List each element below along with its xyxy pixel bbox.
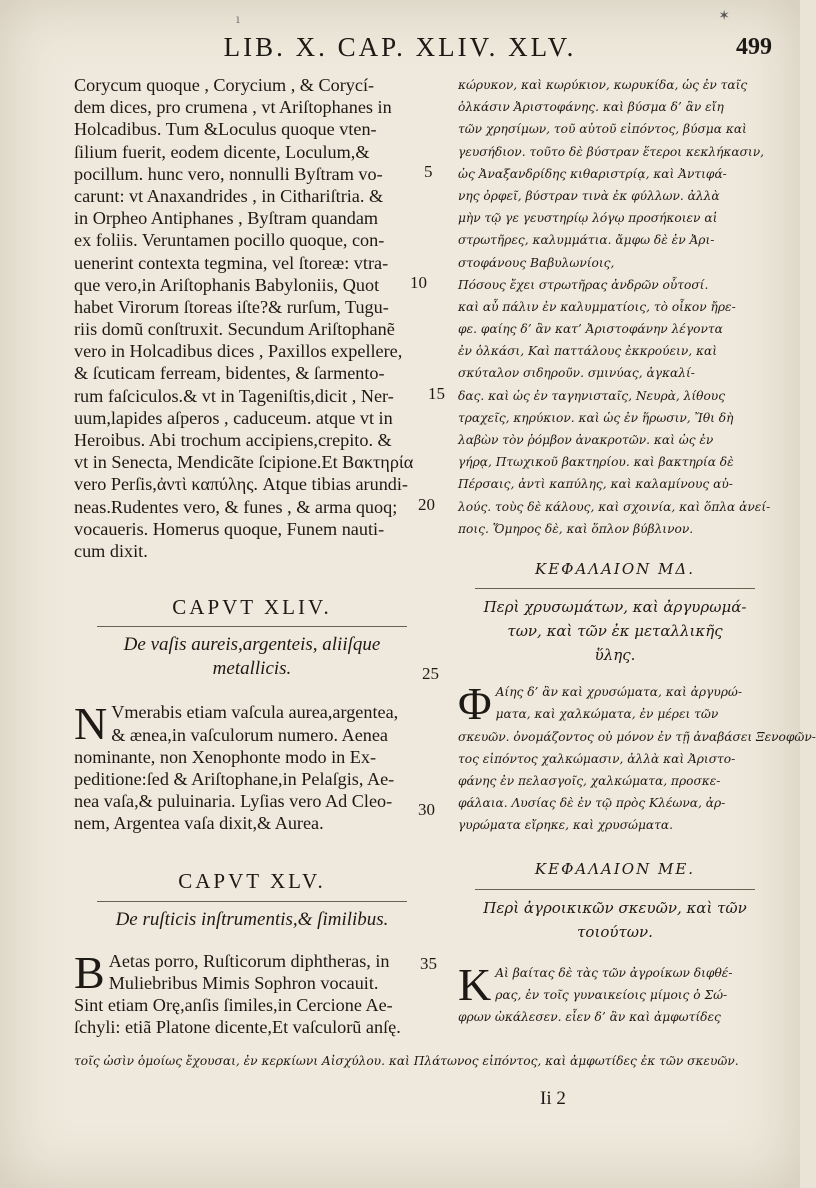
- line-number: 30: [418, 800, 435, 819]
- subtitle-line: Περὶ χρυσωμάτων, καὶ ἀργυρωμά-: [483, 598, 747, 617]
- subtitle-line: ὕλης.: [594, 646, 636, 665]
- text-line: Holcadibus. Tum &Loculus quoque vten-: [74, 119, 377, 140]
- text-line: in Orpheo Antiphanes , Byſtram quandam: [74, 208, 379, 229]
- greek-chapter-44-title: ΚΕΦΑΛΑΙΟΝ ΜΔ.: [534, 559, 696, 578]
- subtitle-line: metallicis.: [212, 658, 292, 680]
- text-line: γευσήδιον. τοῦτο δὲ βύστραν ἕτεροι κεκλήκασιν,: [458, 144, 764, 159]
- text-line: σκύταλον σιδηροῦν. σμινύας, ἀγκαλί-: [458, 366, 695, 381]
- text-line: pocillum. hunc vero, nonnulli Byſtram vo-: [74, 163, 383, 184]
- latin-chapter-44-subtitle: [74, 633, 430, 681]
- text-line: carunt: vt Anaxandrides , in Cithariſtria. &: [74, 185, 384, 206]
- text-line: σκευῶν. ὀνομάζοντος οὐ μόνον ἐν τῇ ἀναβάσει Ξενοφῶν-: [458, 729, 816, 744]
- text-line: ὁλκάσιν Ἀριστοφάνης. καὶ βύσμα δ’ ἂν εἴη: [458, 100, 724, 115]
- greek-paragraph-2: [458, 678, 816, 836]
- latin-paragraph-3: [74, 946, 430, 1039]
- text-line: στοφάνους Βαβυλωνίοις,: [458, 255, 615, 270]
- text-line: γήρᾳ, Πτωχικοῦ βακτηρίου. καὶ βακτηρία δὲ: [458, 455, 734, 470]
- line-number: 5: [424, 162, 433, 181]
- text-line: Αίης δ’ ἂν καὶ χρυσώματα, καὶ ἀργυρώ-: [495, 685, 742, 700]
- subtitle-line: τοιούτων.: [577, 922, 653, 941]
- text-line: ex foliis. Veruntamen pocillo quoque, con-: [74, 230, 385, 251]
- divider: [97, 901, 407, 902]
- page-number: 499: [736, 34, 772, 60]
- text-line: Aetas porro, Ruſticorum diphtheras, in: [108, 950, 390, 971]
- text-line: τραχεῖς, κηρύκιον. καὶ ὡς ἐν ἥρωσιν, Ἴθι δὴ: [458, 410, 734, 425]
- divider: [97, 626, 407, 627]
- latin-chapter-44-title: CAPVT XLIV.: [172, 595, 332, 620]
- text-line: στρωτῆρες, καλυμμάτια. ἄμφω δὲ ἐν Ἀρι-: [458, 233, 715, 248]
- corner-ornament: ✶: [718, 8, 730, 24]
- text-line: δας. καὶ ὡς ἐν ταγηνισταῖς, Νευρὰ, λίθους: [458, 388, 726, 403]
- line-number: 35: [420, 954, 437, 973]
- text-line: & ſcuticam ferream, bidentes, & ſarmento-: [74, 363, 385, 384]
- latin-column: [74, 74, 430, 1038]
- greek-column: [458, 74, 816, 1028]
- greek-paragraph-3: [458, 958, 772, 1029]
- text-line: Πέρσαις, ἀντὶ καπύλης, καὶ καλαμίνους αὐ-: [458, 477, 733, 492]
- text-line: ποις. Ὅμηρος δὲ, καὶ ὅπλον βύβλινον.: [458, 521, 694, 536]
- drop-cap: Κ: [458, 958, 492, 1010]
- line-number: 25: [422, 664, 439, 683]
- text-line: νης ὀρφεῖ, βύστραν τινὰ ἐκ φύλλων. ἀλλὰ: [458, 188, 720, 203]
- text-line: uenerint contexta tegmina, vel ſtoreæ: vtra-: [74, 252, 389, 273]
- text-line: riis domũ conſtruxit. Secundum Ariſtophanẽ: [74, 319, 395, 340]
- subtitle-line: De vaſis aureis,argenteis, aliiſque: [123, 634, 381, 656]
- text-line: dem dices, pro crumena , vt Ariſtophanes in: [74, 97, 392, 118]
- text-line: ſilium fuerit, eodem dicente, Loculum,&: [74, 141, 370, 162]
- text-line: Muliebribus Mimis Sophron vocauit.: [108, 972, 379, 993]
- drop-cap: Φ: [458, 678, 492, 730]
- drop-cap: B: [74, 946, 105, 998]
- text-line: φάλαια. Λυσίας δὲ ἐν τῷ πρὸς Κλέωνα, ἀρ-: [458, 796, 726, 811]
- text-line: τῶν χρησίμων, τοῦ αὐτοῦ εἰπόντος, βύσμα καὶ: [458, 122, 747, 137]
- subtitle-line: Περὶ ἀγροικικῶν σκευῶν, καὶ τῶν: [483, 898, 747, 917]
- text-line: γυρώματα εἴρηκε, καὶ χρυσώματα.: [458, 818, 673, 833]
- text-line: Corycum quoque , Corycium , & Corycí-: [74, 75, 375, 95]
- text-line: uum,lapides aſperos , caduceum. atque vt in: [74, 407, 393, 428]
- text-line: vero Perſis,ἀντὶ καπύλης. Atque tibias arundi-: [74, 474, 408, 495]
- text-line: ſchyli: etiã Platone dicente,Et vaſculorũ anſę.: [74, 1017, 401, 1038]
- text-line: τος εἰπόντος χαλκώμασιν, ἀλλὰ καὶ Ἀριστο-: [458, 751, 736, 766]
- latin-chapter-45-subtitle: De ruſticis inſtrumentis,& ſimilibus.: [115, 908, 389, 930]
- text-line: nem, Argentea vaſa dixit,& Aurea.: [74, 813, 324, 834]
- text-line: neas.Rudentes vero, & funes , & arma quoq;: [74, 496, 398, 517]
- text-line: κώρυκον, καὶ κωρύκιον, κωρυκίδα, ὡς ἐν ταῖς: [458, 78, 748, 92]
- signature-mark: Ii 2: [540, 1088, 566, 1109]
- line-number: 20: [418, 495, 435, 514]
- text-line: ρας, ἐν τοῖς γυναικείοις μίμοις ὁ Σώ-: [495, 987, 728, 1002]
- running-title: LIB. X. CAP. XLIV. XLV.: [223, 32, 577, 62]
- text-line: habet Virorum ſtoreas iſte?& rurſum, Tugu-: [74, 296, 389, 317]
- text-line: Πόσους ἔχει στρωτῆρας ἀνδρῶν οὗτοσί.: [458, 277, 709, 292]
- text-line: φάνης ἐν πελασγοῖς, χαλκώματα, προσκε-: [458, 773, 721, 788]
- text-line: ὡς Ἀναξανδρίδης κιθαριστρίᾳ, καὶ Ἀντιφά-: [458, 166, 727, 181]
- line-number: 15: [428, 384, 445, 403]
- greek-chapter-45-title: ΚΕΦΑΛΑΙΟΝ ΜΕ.: [534, 860, 696, 879]
- text-line: vt in Senecta, Mendicãte ſcipione.Et Βακτηρία: [74, 452, 414, 473]
- subtitle-line: των, καὶ τῶν ἐκ μεταλλικῆς: [507, 622, 723, 641]
- text-line: que vero,in Ariſtophanis Babyloniis, Quot: [74, 274, 380, 295]
- greek-chapter-44-subtitle: [458, 595, 772, 667]
- divider: [475, 588, 755, 589]
- text-line: Vmerabis etiam vaſcula aurea,argentea,: [111, 702, 399, 723]
- text-line: λαβὼν τὸν ῥόμβον ἀνακροτῶν. καὶ ὡς ἐν: [458, 433, 714, 447]
- text-line: nominante, non Xenophonte modo in Ex-: [74, 746, 377, 767]
- page-tick-mark: ı: [236, 12, 240, 26]
- text-line: καὶ αὖ πάλιν ἐν καλυμματίοις, τὸ οἶκον ἤρε-: [458, 299, 736, 314]
- text-line: vocaueris. Homerus quoque, Funem nauti-: [74, 518, 385, 539]
- text-line: ἐν ὁλκάσι, Καὶ παττάλους ἐκκρούειν, καὶ: [458, 344, 717, 359]
- text-line: λούς. τοὺς δὲ κάλους, καὶ σχοινία, καὶ ὅπλα ἀνεί-: [458, 499, 771, 514]
- text-line: ματα, καὶ χαλκώματα, ἐν μέρει τῶν: [495, 707, 719, 722]
- latin-paragraph-2: [74, 698, 430, 834]
- text-line: rum faſciculos.& vt in Tageniſtis,dicit , Ner-: [74, 385, 394, 406]
- latin-paragraph-1: [74, 74, 430, 562]
- text-line: φρων ὠκάλεσεν. εἶεν δ’ ἂν καὶ ἀμφωτίδες: [458, 1010, 721, 1025]
- text-line: φε. φαίης δ’ ἂν κατ’ Ἀριστοφάνην λέγοντα: [458, 322, 723, 337]
- text-line: Αὶ βαίτας δὲ τὰς τῶν ἀγροίκων διφθέ-: [495, 965, 733, 980]
- divider: [475, 889, 755, 890]
- drop-cap: N: [74, 698, 108, 750]
- text-line: Heroibus. Abi trochum accipiens,crepito. &: [74, 430, 392, 450]
- text-line: nea vaſa,& puluinaria. Lyſias vero Ad Cleo-: [74, 791, 393, 812]
- greek-paragraph-1: [458, 74, 772, 540]
- text-line: vero in Holcadibus dices , Paxillos expellere,: [74, 341, 403, 362]
- text-line: μὴν τῷ γε γευστηρίῳ λόγῳ προσήκοιεν αἱ: [458, 211, 718, 226]
- greek-chapter-45-subtitle: [458, 896, 772, 944]
- greek-continuation-line: τοῖς ὠσὶν ὁμοίως ἔχουσαι, ἐν κερκίωνι Αἰσχύλου. καὶ Πλάτωνος εἰπόντος, καὶ ἀμφωτίδες ἐκ τῶν σκευῶν.: [74, 1054, 739, 1068]
- text-line: cum dixit.: [74, 540, 148, 561]
- line-number: 10: [410, 273, 427, 292]
- text-line: peditione:ſed & Ariſtophane,in Pelaſgis, Ae-: [74, 768, 395, 789]
- text-line: Sint etiam Orę,anſis ſimiles,in Cercione Ae-: [74, 995, 393, 1016]
- text-line: & ænea,in vaſculorum numero. Aenea: [111, 724, 389, 745]
- latin-chapter-45-title: CAPVT XLV.: [178, 869, 326, 894]
